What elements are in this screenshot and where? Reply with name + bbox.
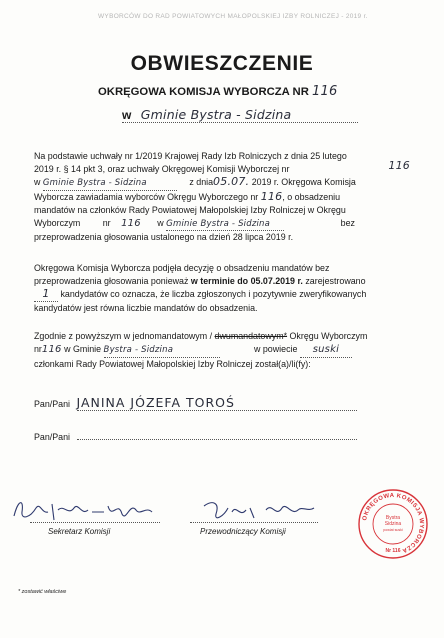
subtitle	[98, 84, 337, 99]
stamp-center-3: powiat suski	[383, 528, 403, 532]
p2-line3-text: kandydatów co oznacza, że liczba zgłoszonych i pozytywnie zweryfikowanych	[60, 288, 367, 299]
secretary-label: Sekretarz Komisji	[48, 527, 111, 536]
w-label: w	[122, 108, 132, 122]
p1-line3-rest: 2019 r. Okręgowa Komisja	[251, 176, 356, 187]
p1-line6-text: Wyborczym	[34, 217, 81, 228]
p3-line2-wpowiecie: w powiecie	[254, 343, 298, 354]
page-title: OBWIESZCZENIE	[130, 52, 314, 75]
p3-line1-text: Zgodnie z powyższym w jednomandatowym /	[34, 331, 213, 341]
p3-line2	[34, 343, 410, 358]
p3-line2-nr: nr	[34, 343, 42, 354]
gmina-line	[122, 106, 358, 123]
p2-line3	[34, 288, 410, 302]
footnote: * zostawić właściwe	[18, 589, 67, 595]
p1-line3-w: w	[34, 176, 41, 187]
p1-line3-zdnia: z dnia	[189, 176, 214, 187]
p1-line3	[34, 176, 410, 191]
p2-deadline: w terminie do 05.07.2019 r.	[190, 275, 303, 286]
subtitle-text: OKRĘGOWA KOMISJA WYBORCZA NR	[98, 86, 309, 98]
p1-line6-gmina: Gminie Bystra - Sidzina	[166, 218, 284, 232]
chairman-label: Przewodniczący Komisji	[200, 527, 286, 536]
paragraph-3	[34, 330, 410, 371]
stamp-ring-text: OKRĘGOWA KOMISJA WYBORCZA	[362, 492, 425, 554]
member-name: JANINA JÓZEFA TOROŚ	[77, 395, 357, 411]
p1-line6-nr: nr	[102, 217, 111, 228]
p3-line1	[34, 330, 410, 343]
p1-line6-bez: bez	[340, 217, 355, 228]
p3-line2-wgminie: w Gminie	[64, 343, 102, 354]
p1-line7: przeprowadzenia głosowania ustalonego na dzień 28 lipca 2019 r.	[34, 232, 294, 243]
p2-line2-rest: zarejestrowano	[305, 275, 366, 286]
p1-line6-w: w	[157, 217, 164, 228]
p1-line2	[34, 158, 410, 176]
faint-header: WYBORCÓW DO RAD POWIATOWYCH MAŁOPOLSKIEJ IZBY ROLNICZEJ - 2019 r.	[98, 13, 368, 20]
p1-line1: Na podstawie uchwały nr 1/2019 Krajowej Rady Izb Rolniczych z dnia 25 lutego	[34, 151, 347, 161]
p1-line4	[34, 191, 410, 204]
stamp-center-2: Sidzina	[384, 521, 402, 527]
p1-line4-rest: , o obsadzeniu	[282, 191, 341, 202]
secretary-block	[8, 494, 168, 536]
commission-stamp	[357, 488, 429, 560]
p2-line2-text: przeprowadzenia głosowania ponieważ	[34, 275, 189, 286]
district-number: 116	[260, 189, 283, 203]
district-number-2: 116	[121, 217, 141, 229]
p2-line4: kandydatów jest równa liczbie mandatów do obsadzenia.	[34, 302, 258, 313]
p2-line1: Okręgowa Komisja Wyborcza podjęła decyzję o obsadzeniu mandatów bez	[34, 263, 330, 273]
stamp-icon	[357, 488, 429, 560]
gmina-handwritten: Gminie Bystra - Sidzina	[140, 107, 292, 122]
commission-number: 116	[312, 84, 338, 99]
resolution-number: 116	[388, 158, 410, 172]
chairman-block	[190, 494, 350, 536]
paragraph-2	[34, 262, 410, 315]
p3-line3: członkami Rady Powiatowej Małopolskiej Izby Rolniczej został(a)/li(fy):	[34, 358, 311, 369]
p1-line4-text: Wyborcza zawiadamia wyborców Okręgu Wyborczego nr	[34, 191, 259, 202]
struck-option: dwumandatowym*	[214, 331, 288, 341]
member-row-2	[34, 429, 374, 442]
p3-line1-rest: Okręgu Wyborczym	[289, 331, 368, 341]
powiat: suski	[300, 344, 352, 358]
p1-line2-text: 2019 r. § 14 pkt 3, oraz uchwały Okręgowej Komisji Wyborczej nr	[34, 163, 290, 174]
p1-line5: mandatów na członków Rady Powiatowej Małopolskiej Izby Rolniczej w Okręgu	[34, 204, 346, 215]
member-label: Pan/Pani	[34, 432, 71, 442]
stamp-center-1: Bystra	[385, 515, 401, 521]
member-row-1	[34, 395, 374, 411]
p3-gmina: Bystra - Sidzina	[104, 344, 220, 358]
member-label: Pan/Pani	[34, 399, 71, 409]
p3-district-number: 116	[41, 343, 62, 355]
resolution-date: 05.07.	[213, 174, 250, 188]
p1-gmina-handwritten: Gminie Bystra - Sidzina	[43, 177, 177, 191]
p1-line6	[34, 217, 410, 232]
stamp-number: Nr 116	[385, 548, 401, 554]
member-name-empty	[77, 429, 357, 440]
paragraph-1	[34, 150, 410, 244]
p2-line2	[34, 275, 410, 288]
candidates-count: 1	[34, 288, 58, 302]
